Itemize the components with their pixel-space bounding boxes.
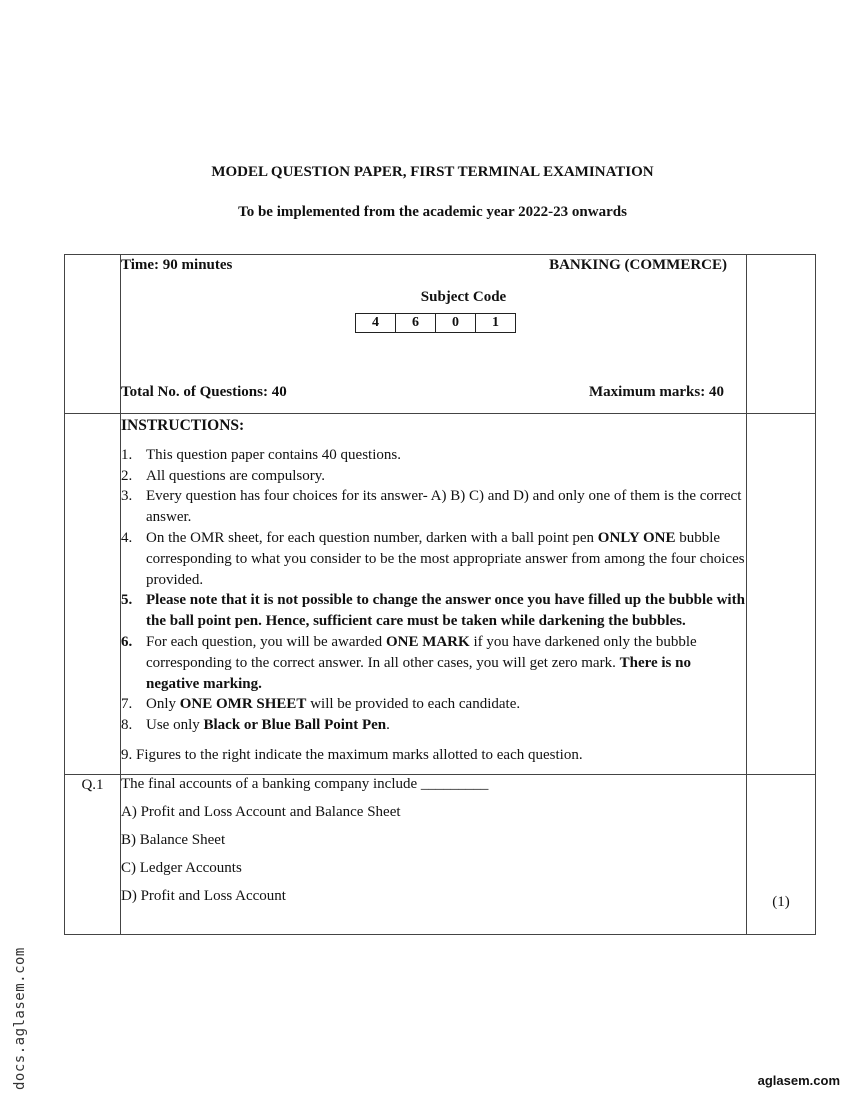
instruction-item [121, 445, 746, 466]
instruction-item: 9. Figures to the right indicate the maximum marks allotted to each question. [121, 746, 583, 763]
subject-code-label: Subject Code [420, 289, 507, 305]
instruction-item [121, 694, 746, 715]
blank-cell [65, 414, 121, 775]
question-cell [121, 774, 747, 934]
instruction-number: 7. [121, 696, 133, 713]
instruction-text: Please note that it is not possible to change the answer once you have filled up the bubble with the ball point pen. Hence, sufficient care must be taken while darkening the bubbles. [146, 592, 745, 630]
instruction-number: 2. [121, 467, 133, 484]
instruction-text: bubble corresponding to what you consider to be the most appropriate answer from among the four choices provided. [146, 529, 745, 588]
instruction-text: Every question has four choices for its answer- A) B) C) and D) and only one of them is the correct answer. [146, 488, 742, 526]
subject-code-digit: 0 [436, 314, 476, 332]
blank-cell [65, 255, 121, 414]
instruction-text: On the OMR sheet, for each question number, darken with a ball point pen [146, 529, 598, 546]
instruction-item [121, 590, 746, 632]
instruction-number: 8. [121, 717, 133, 734]
instructions-cell [121, 414, 747, 775]
instruction-number: 4. [121, 529, 133, 546]
total-questions: Total No. of Questions: 40 [121, 384, 287, 400]
instructions-row [65, 414, 816, 775]
paper-title: MODEL QUESTION PAPER, FIRST TERMINAL EXAMINATION [211, 164, 654, 180]
instruction-item [121, 715, 746, 736]
instruction-number: 5. [121, 592, 133, 609]
maximum-marks: Maximum marks: 40 [589, 384, 724, 400]
instruction-number: 1. [121, 446, 133, 463]
question-paper-table [64, 254, 816, 935]
instruction-text: Black or Blue Ball Point Pen [203, 717, 387, 734]
option-d: D) Profit and Loss Account [121, 887, 286, 904]
subject-code-boxes [355, 313, 516, 333]
instruction-item [121, 528, 746, 590]
subject-code-digit: 6 [396, 314, 436, 332]
side-watermark: docs.aglasem.com [12, 947, 28, 1090]
subject-name: BANKING (COMMERCE) [549, 257, 727, 273]
exam-duration: Time: 90 minutes [121, 257, 233, 273]
instruction-text: This question paper contains 40 questions. [146, 446, 401, 463]
instruction-number: 3. [121, 488, 133, 505]
subject-code-digit: 4 [356, 314, 396, 332]
instruction-text: ONE OMR SHEET [179, 696, 307, 713]
instruction-text: For each question, you will be awarded [146, 633, 386, 650]
question-marks: (1) [772, 893, 790, 910]
instruction-item [121, 466, 746, 487]
question-row [65, 774, 816, 934]
instruction-text: if you have darkened only the bubble corresponding to the correct answer. In all other cases, you will get zero mark. [146, 633, 697, 671]
instruction-number: 6. [121, 633, 133, 650]
option-b: B) Balance Sheet [121, 831, 226, 848]
corner-watermark: aglasem.com [757, 1073, 840, 1088]
instructions-list [121, 445, 746, 736]
subject-code-digit: 1 [492, 315, 499, 330]
instruction-text: . [386, 717, 390, 734]
option-a: A) Profit and Loss Account and Balance Sheet [121, 803, 401, 820]
header-row [65, 255, 816, 414]
header-cell [121, 255, 747, 414]
paper-subtitle: To be implemented from the academic year 2022-23 onwards [238, 204, 627, 220]
instruction-text: will be provided to each candidate. [306, 696, 521, 713]
instruction-item [121, 486, 746, 528]
instruction-text: ONE MARK [385, 633, 470, 650]
blank-cell [747, 414, 816, 775]
question-number: Q.1 [65, 774, 121, 934]
instruction-item [121, 632, 746, 694]
blank-cell [747, 255, 816, 414]
option-c: C) Ledger Accounts [121, 859, 242, 876]
instruction-text: ONLY ONE [597, 529, 676, 546]
instruction-text: Only [146, 696, 180, 713]
instruction-text: All questions are compulsory. [146, 467, 325, 484]
instruction-text: There is no negative marking. [146, 654, 691, 692]
question-text: The final accounts of a banking company include _________ [121, 775, 489, 792]
instruction-text: Use only [146, 717, 204, 734]
instructions-title: INSTRUCTIONS: [121, 417, 245, 434]
marks-cell [747, 774, 816, 934]
